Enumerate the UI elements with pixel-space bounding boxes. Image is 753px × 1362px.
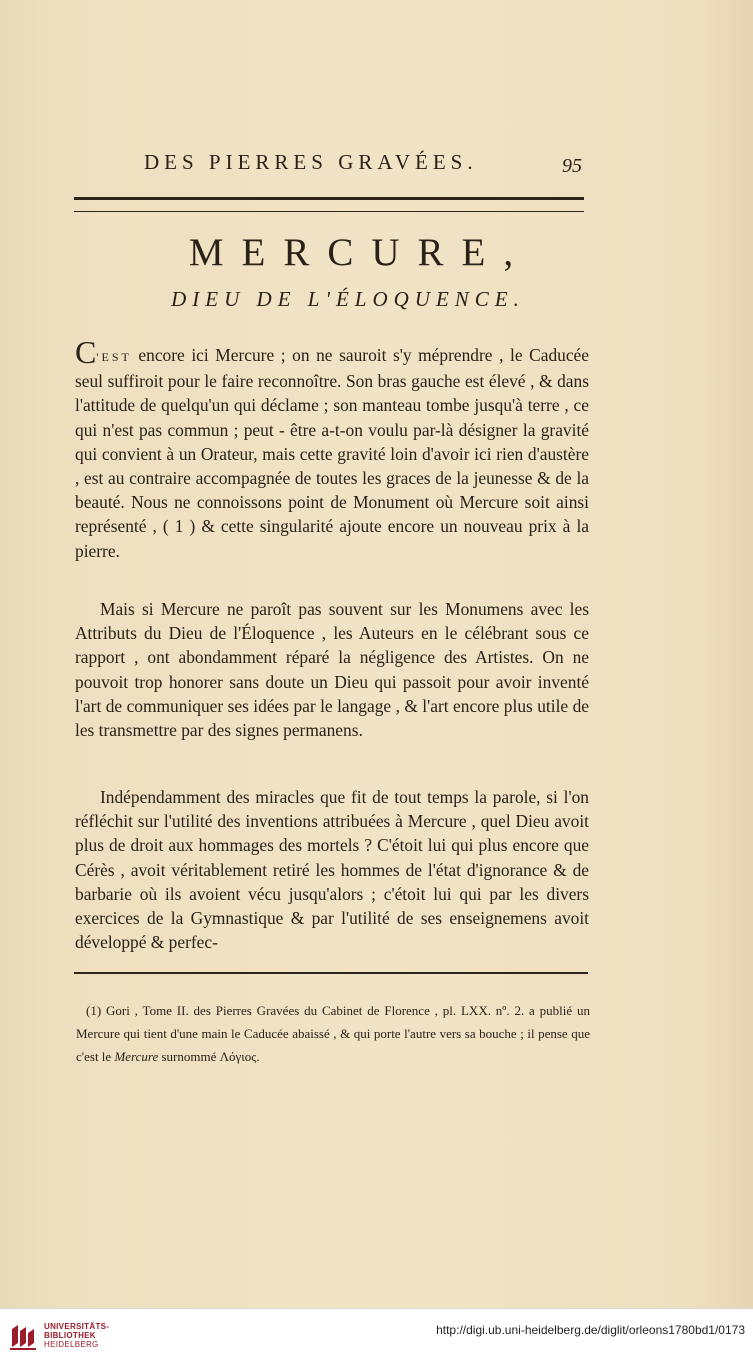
library-logo-icon [8,1321,38,1351]
footnote-text-after: surnommé Λόγιος. [158,1049,260,1064]
library-name-line-3: HEIDELBERG [44,1340,99,1349]
library-name-line-1: UNIVERSITÄTS- [44,1322,110,1331]
chapter-subtitle: DIEU DE L'ÉLOQUENCE. [171,287,525,311]
chapter-title: MERCURE, [188,231,532,274]
small-caps-lead: 'EST [96,350,132,364]
running-head: DES PIERRES GRAVÉES. [144,150,478,174]
paragraph-1 [75,334,589,563]
library-footer [0,1308,753,1362]
footnote-italic-word: Mercure [114,1049,159,1064]
footnote-text-before: (1) Gori , Tome II. des Pierres Gravées du Cabinet de Florence , pl. LXX. nº. 2. a publié un Mercure qui tient d'une main le Caducée abaissé , & qui porte l'autre vers sa bouche ; il pense que c'est le [76,1003,590,1064]
paragraph-1-text: encore ici Mercure ; on ne sauroit s'y méprendre , le Caducée seul suffiroit pour le faire reconnoître. Son bras gauche est élevé , & dans l'attitude de quelqu'un qui déclame ; son manteau tombe jusqu'à terre , ce qui n'est pas commun ; peut - être a-t-on voulu par-là désigner la gravité qui convient à un Orateur, mais cette gravité loin d'avoir ici rien d'austère , est au contraire accompagnée de toutes les graces de la jeunesse & de la beauté. Nous ne connoissons point de Monument où Mercure soit ainsi représenté , ( 1 ) & cette singularité ajoute encore un nouveau prix à la pierre. [75,345,589,561]
library-name-line-2: BIBLIOTHEK [44,1331,96,1340]
source-url-link[interactable]: http://digi.ub.uni-heidelberg.de/diglit/orleons1780bd1/0173 [436,1323,745,1337]
footnote-rule [74,972,588,974]
drop-cap: C [75,334,97,370]
paragraph-2: Mais si Mercure ne paroît pas souvent sur les Monumens avec les Attributs du Dieu de l'Éloquence , les Auteurs en le célébrant sous ce rapport , ont abondamment réparé la négligence des Artistes. On ne pouvoit trop honorer sans doute un Dieu qui passoit pour avoir inventé l'art de communiquer ses idées par le langage , & l'art encore plus utile de les transmettre par des signes permanens. [75,599,589,741]
header-double-rule [74,197,584,212]
library-name [44,1322,109,1349]
paragraph-3: Indépendamment des miracles que fit de tout temps la parole, si l'on réfléchit sur l'utilité des inventions attribuées à Mercure , quel Dieu avoit plus de droit aux hommages des mortels ? C'étoit lui qui plus encore que Cérès , avoit véritablement retiré les hommes de l'état d'ignorance & de barbarie où ils avoient vécu jusqu'alors ; c'étoit lui qui par les divers exercices de la Gymnastique & par l'utilité de ses enseignemens avoit développé & perfec- [75,787,589,953]
footnote [76,999,590,1068]
page-number: 95 [562,155,582,177]
